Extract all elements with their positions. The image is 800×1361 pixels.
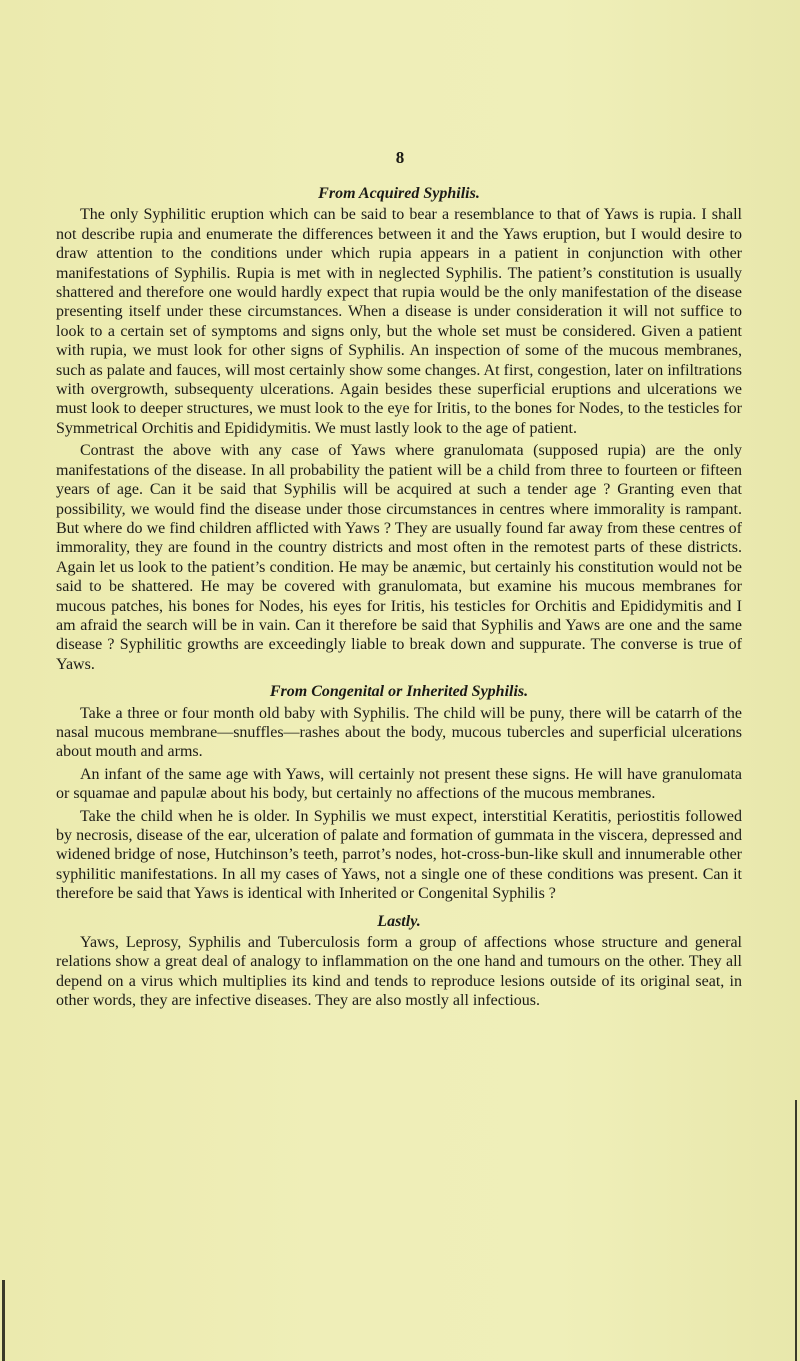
page-edge-mark [2, 1280, 5, 1361]
page-edge-mark [795, 1100, 797, 1361]
section-heading-lastly: Lastly. [377, 912, 421, 930]
paragraph: The only Syphilitic eruption which can be said to bear a resemblance to that of Yaws is rupia. I shall not describe rupia and enumerate the differences between it and the Yaws eruption, but I would desire to draw attention to the conditions under which rupia appears in a patient in conjunction with other manifestations of Syphilis. Rupia is met with in neglected Syphilis. The patient’s constitution is usually shattered and therefore one would hardly expect that rupia would be the only manifestation of the disease presenting itself under these circumstances. When a disease is under consideration it will not suffice to look to a certain set of symptoms and signs only, but the whole set must be considered. Given a patient with rupia, we must look for other signs of Syphilis. An inspection of some of the mucous membranes, such as palate and fauces, will most certainly show some changes. At first, congestion, later on infiltrations with overgrowth, subsequenty ulcerations. Again besides these superficial eruptions and ulcerations we must look to deeper structures, we must look to the eye for Iritis, to the bones for Nodes, to the testicles for Symmetrical Orchitis and Epididymitis. We must lastly look to the age of patient. [56, 206, 742, 437]
section-heading-acquired: From Acquired Syphilis. [318, 185, 480, 202]
paragraph: Contrast the above with any case of Yaws where granulomata (supposed rupia) are the only manifestations of the disease. In all probability the patient will be a child from three to fourteen or fifteen years of age. Can it be said that Syphilis will be acquired at such a tender age ? Granting even that possibility, we would find the disease under those circumstances in centres where immorality is rampant. But where do we find children afflicted with Yaws ? They are usually found far away from these centres of immorality, they are found in the country districts and most often in the remotest parts of these districts. Again let us look to the patient’s condition. He may be anæmic, but certainly his constitution would not be said to be shattered. He may be covered with granulomata, but examine his mucous membranes for mucous patches, his bones for Nodes, his eyes for Iritis, his testicles for Orchitis and Epididymitis and I am afraid the search will be in vain. Can it therefore be said that Syphilis and Yaws are one and the same disease ? Syphilitic growths are exceedingly liable to break down and suppurate. The converse is true of Yaws. [56, 442, 742, 673]
page-number: 8 [395, 148, 405, 167]
section-heading-congenital: From Congenital or Inherited Syphilis. [269, 683, 529, 701]
page-body [56, 184, 742, 1014]
paragraph: Yaws, Leprosy, Syphilis and Tuberculosis form a group of affections whose structure and general relations show a great deal of analogy to inflammation on the one hand and tumours on the other. They all depend on a virus which multiplies its kind and tends to reproduce lesions outside of its original seat, in other words, they are infective diseases. They are also mostly all infectious. [56, 934, 742, 1010]
paragraph: Take the child when he is older. In Syphilis we must expect, interstitial Keratitis, periostitis followed by necrosis, disease of the ear, ulceration of palate and formation of gummata in the viscera, depressed and widened bridge of nose, Hutchinson’s teeth, parrot’s nodes, hot-cross-bun-like skull and innumerable other syphilitic manifestations. In all my cases of Yaws, not a single one of these conditions was present. Can it therefore be said that Yaws is identical with Inherited or Congenital Syphilis ? [56, 807, 742, 903]
paragraph: Take a three or four month old baby with Syphilis. The child will be puny, there will be catarrh of the nasal mucous membrane—snuffles—rashes about the body, mucous tubercles and superficial ulcerations about mouth and arms. [56, 704, 742, 761]
paragraph: An infant of the same age with Yaws, will certainly not present these signs. He will have granulomata or squamae and papulæ about his body, but certainly no affections of the mucous membranes. [56, 765, 742, 803]
